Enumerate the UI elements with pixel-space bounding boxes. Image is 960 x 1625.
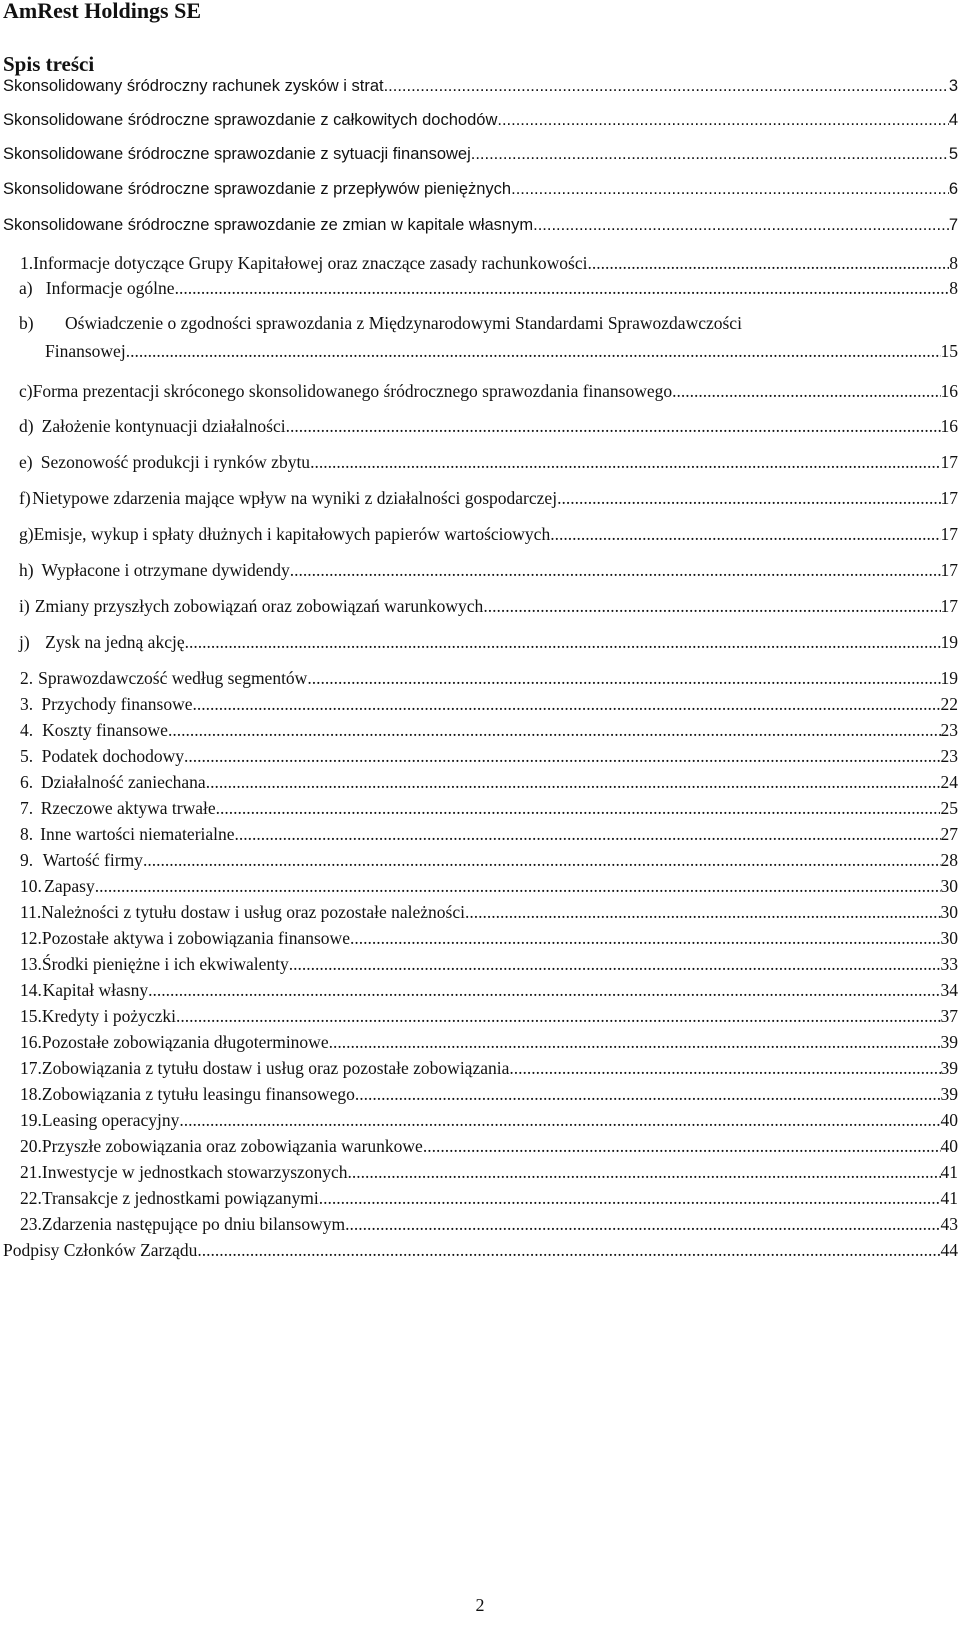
toc-entry-page: 40 [940,1136,958,1156]
dot-leader [193,693,941,715]
toc-entry-note[interactable] [20,745,958,767]
dot-leader [307,667,940,689]
toc-entry-statement[interactable] [3,143,958,165]
toc-entry-number: h) [19,560,34,580]
toc-entry-label: Leasing operacyjny [41,1110,180,1130]
toc-entry-number: 17. [20,1058,42,1078]
toc-entry-label: Sezonowość produkcji i rynków zbytu [40,452,311,472]
toc-entry-page: 40 [940,1110,958,1130]
dot-leader [423,1135,941,1157]
toc-entry-label: Pozostałe zobowiązania długoterminowe [41,1032,329,1052]
toc-entry-number: 15. [20,1006,42,1026]
dot-leader [216,797,941,819]
toc-entry-number: 11. [20,902,42,922]
toc-entry-page: 7 [948,216,958,234]
toc-entry-label: Należności z tytułu dostaw i usług oraz pozostałe należności [41,902,465,922]
dot-leader [348,1161,941,1183]
toc-entry-number: 22. [20,1188,42,1208]
toc-entry-label: Zapasy [44,876,95,896]
dot-leader [175,277,950,299]
dot-leader [206,771,941,793]
toc-entry-label: Zmiany przyszłych zobowiązań oraz zobowiązań warunkowych [34,596,484,616]
toc-entry-page: 24 [940,772,958,792]
toc-entry-label: Skonsolidowane śródroczne sprawozdanie z przepływów pieniężnych [3,180,512,198]
toc-entry-note[interactable] [20,849,958,871]
toc-entry-page: 17 [940,560,958,580]
dot-leader [557,487,940,509]
toc-entry-label: Rzeczowe aktywa trwałe [40,798,216,818]
toc-entry-number: a) [19,278,33,298]
toc-entry-page: 17 [940,488,958,508]
toc-entry-number: 8. [20,824,34,844]
toc-entry-page: 39 [940,1058,958,1078]
toc-entry-subsection[interactable] [19,559,958,581]
dot-leader [148,979,940,1001]
toc-entry-page: 17 [940,596,958,616]
toc-entry-subsection-line2[interactable] [45,340,958,362]
dot-leader [509,1057,940,1079]
toc-entry-label: Kredyty i pożyczki [41,1006,176,1026]
toc-entry-number: c) [19,381,33,401]
dot-leader [95,875,941,897]
toc-entry-number: e) [19,452,33,472]
toc-entry-note[interactable] [20,693,958,715]
dot-leader [179,1109,940,1131]
toc-entry-label: Podatek dochodowy [41,746,185,766]
toc-entry-label: Transakcje z jednostkami powiązanymi [41,1188,319,1208]
toc-entry-page: 16 [940,381,958,401]
toc-entry-page: 30 [940,928,958,948]
dot-leader [511,178,949,200]
toc-entry-label: Koszty finansowe [42,720,168,740]
toc-entry-statement[interactable] [3,109,958,131]
toc-entry-note[interactable] [20,953,958,975]
dot-leader [350,927,941,949]
toc-entry-number: 6. [20,772,34,792]
toc-entry-note[interactable] [20,1057,958,1079]
dot-leader [465,901,941,923]
toc-entry-note[interactable] [20,1005,958,1027]
toc-entry-label: Zysk na jedną akcję [45,632,185,652]
toc-entry-label: Przyszłe zobowiązania oraz zobowiązania warunkowe [41,1136,423,1156]
dot-leader [345,1213,940,1235]
toc-entry-page: 17 [940,524,958,544]
toc-entry-number: 4. [20,720,34,740]
toc-entry-note[interactable] [20,875,958,897]
toc-entry-note[interactable] [20,1135,958,1157]
dot-leader [184,745,940,767]
toc-entry-page: 41 [940,1188,958,1208]
dot-leader [289,953,941,975]
toc-entry-number: 16. [20,1032,42,1052]
toc-entry-page: 37 [940,1006,958,1026]
toc-entry-note[interactable] [20,823,958,845]
dot-leader [176,1005,941,1027]
toc-entry-label: Działalność zaniechana [41,772,206,792]
toc-entry-label: Inne wartości niematerialne [40,824,235,844]
dot-leader [235,823,941,845]
dot-leader [497,109,948,131]
toc-entry-note[interactable] [20,771,958,793]
dot-leader [355,1083,941,1105]
toc-entry-page: 34 [940,980,958,1000]
dot-leader [329,1031,941,1053]
dot-leader [310,451,940,473]
toc-entry-page: 19 [940,668,958,688]
dot-leader [319,1187,941,1209]
toc-entry-label: Kapitał własny [42,980,149,1000]
toc-entry-note[interactable] [20,797,958,819]
toc-entry-statement[interactable] [3,214,958,236]
toc-entry-number: 21. [20,1162,42,1182]
toc-entry-number: 18. [20,1084,42,1104]
toc-entry-subsection-line1[interactable] [19,312,958,334]
toc-entry-number: 20. [20,1136,42,1156]
toc-entry-page: 41 [940,1162,958,1182]
toc-entry-page: 17 [940,452,958,472]
toc-entry-note[interactable] [20,252,958,274]
toc-entry-subsection[interactable] [19,487,958,509]
dot-leader [471,143,949,165]
toc-entry-page: 5 [948,145,958,163]
toc-entry-page: 23 [940,720,958,740]
dot-leader [550,523,940,545]
toc-entry-page: 8 [949,278,958,298]
toc-heading: Spis treści [3,52,95,76]
toc-entry-label: Wypłacone i otrzymane dywidendy [41,560,290,580]
toc-entry-number: 9. [20,850,34,870]
toc-entry-subsection[interactable] [19,523,958,545]
toc-entry-label: Podpisy Członków Zarządu [3,1240,198,1260]
toc-entry-label: Informacje dotyczące Grupy Kapitałowej oraz znaczące zasady rachunkowości [33,253,588,273]
page-number: 2 [475,1595,485,1615]
toc-entry-number: 10. [20,876,42,896]
toc-entry-label: Oświadczenie o zgodności sprawozdania z Międzynarodowymi Standardami Sprawozdawczości [65,313,742,333]
toc-entry-number: 1. [20,253,34,273]
toc-entry-page: 16 [940,416,958,436]
toc-entry-page: 39 [940,1084,958,1104]
toc-entry-statement[interactable] [3,178,958,200]
toc-entry-number: 23. [20,1214,42,1234]
dot-leader [483,595,940,617]
toc-entry-subsection[interactable] [19,595,958,617]
toc-entry-label: Skonsolidowane śródroczne sprawozdanie z całkowitych dochodów [3,111,498,129]
toc-entry-note[interactable] [20,1109,958,1131]
toc-entry-number: 14. [20,980,42,1000]
company-name: AmRest Holdings SE [3,0,202,23]
toc-entry-subsection[interactable] [19,451,958,473]
toc-entry-statement[interactable] [3,75,958,97]
toc-entry-note[interactable] [20,719,958,741]
toc-entry-page: 6 [948,180,958,198]
toc-entry-number: 7. [20,798,34,818]
toc-entry-page: 3 [948,77,958,95]
toc-entry-subsection[interactable] [19,277,958,299]
toc-entry-number: 19. [20,1110,42,1130]
toc-entry-number: b) [19,313,34,333]
toc-entry-page: 25 [940,798,958,818]
toc-entry-label: Emisje, wykup i spłaty dłużnych i kapitałowych papierów wartościowych [33,524,551,544]
toc-entry-label: Skonsolidowane śródroczne sprawozdanie ze zmian w kapitale własnym [3,216,534,234]
toc-entry-label: Wartość firmy [42,850,143,870]
toc-entry-page: 43 [940,1214,958,1234]
toc-entry-note[interactable] [20,927,958,949]
toc-entry-label: Skonsolidowany śródroczny rachunek zysków i strat [3,77,384,95]
toc-entry-note[interactable] [20,1031,958,1053]
toc-entry-number: 3. [20,694,34,714]
toc-entry-label: Zobowiązania z tytułu leasingu finansowego [41,1084,355,1104]
toc-entry-label: Sprawozdawczość według segmentów [38,668,308,688]
toc-entry-page: 19 [940,632,958,652]
toc-entry-number: 13. [20,954,42,974]
toc-entry-label: Zobowiązania z tytułu dostaw i usług oraz pozostałe zobowiązania [41,1058,510,1078]
toc-entry-page: 23 [940,746,958,766]
toc-entry-number: d) [19,416,34,436]
toc-entry-label: Nietypowe zdarzenia mające wpływ na wyniki z działalności gospodarczej [32,488,558,508]
toc-entry-note[interactable] [20,1083,958,1105]
toc-entry-label: Informacje ogólne [45,278,175,298]
toc-entry-note[interactable] [20,901,958,923]
toc-entry-signatures[interactable] [3,1239,958,1261]
toc-entry-subsection[interactable] [19,380,958,402]
toc-entry-number: i) [19,596,30,616]
toc-entry-number: 5. [20,746,34,766]
toc-entry-note[interactable] [20,1161,958,1183]
toc-entry-label: Inwestycje w jednostkach stowarzyszonych [41,1162,348,1182]
toc-entry-subsection[interactable] [19,415,958,437]
toc-entry-label: Przychody finansowe [41,694,193,714]
dot-leader [290,559,941,581]
toc-entry-page: 44 [940,1240,958,1260]
toc-entry-label: Skonsolidowane śródroczne sprawozdanie z sytuacji finansowej [3,145,471,163]
toc-entry-number: f) [19,488,31,508]
toc-entry-note[interactable] [20,1213,958,1235]
toc-entry-page: 30 [940,902,958,922]
toc-entry-label: Środki pieniężne i ich ekwiwalenty [41,954,289,974]
toc-entry-page: 28 [940,850,958,870]
toc-entry-page: 4 [948,111,958,129]
toc-entry-number: j) [19,632,30,652]
dot-leader [384,75,949,97]
toc-entry-number: 2. [20,668,34,688]
dot-leader [672,380,940,402]
dot-leader [533,214,949,236]
toc-entry-subsection[interactable] [19,631,958,653]
toc-entry-number: 12. [20,928,42,948]
toc-entry-label-continued: Finansowej [45,341,126,361]
dot-leader [588,252,950,274]
dot-leader [126,340,941,362]
dot-leader [143,849,941,871]
toc-entry-label: Założenie kontynuacji działalności [41,416,286,436]
toc-entry-note[interactable] [20,979,958,1001]
dot-leader [286,415,941,437]
toc-entry-label: Zdarzenia następujące po dniu bilansowym [41,1214,346,1234]
toc-entry-page: 30 [940,876,958,896]
toc-entry-page: 39 [940,1032,958,1052]
toc-entry-page: 22 [940,694,958,714]
toc-entry-page: 15 [940,341,958,361]
toc-entry-page: 27 [940,824,958,844]
toc-entry-number: g) [19,524,34,544]
toc-entry-note[interactable] [20,667,958,689]
dot-leader [185,631,941,653]
toc-entry-page: 8 [949,253,958,273]
dot-leader [168,719,941,741]
toc-entry-page: 33 [940,954,958,974]
toc-entry-label: Pozostałe aktywa i zobowiązania finansowe [41,928,350,948]
dot-leader [197,1239,940,1261]
toc-entry-note[interactable] [20,1187,958,1209]
toc-entry-label: Forma prezentacji skróconego skonsolidowanego śródrocznego sprawozdania finansowego [32,381,673,401]
